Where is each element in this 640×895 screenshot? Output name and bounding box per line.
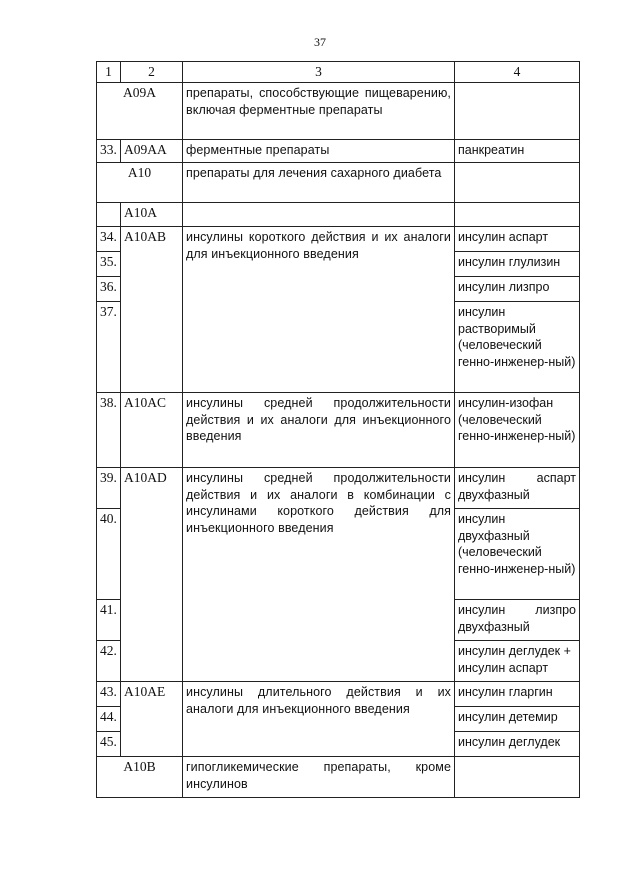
atc-code: A10	[97, 163, 183, 203]
group-description: препараты, способствующие пищеварению, включая ферментные препараты	[183, 83, 455, 140]
table-row	[97, 757, 580, 798]
table-row	[97, 163, 580, 203]
row-number: 34.	[97, 227, 121, 252]
row-number: 33.	[97, 140, 121, 163]
table-header-row	[97, 62, 580, 83]
atc-code: A10A	[121, 203, 183, 227]
table-row	[97, 83, 580, 140]
header-col-1: 1	[97, 62, 121, 83]
table-row	[97, 227, 580, 252]
row-number: 37.	[97, 302, 121, 393]
row-number: 35.	[97, 252, 121, 277]
drug-name: инсулин-изофан (человеческий генно-инженер-ный)	[455, 393, 580, 468]
table-row	[97, 468, 580, 509]
group-description: инсулины средней продолжительности действия и их аналоги для инъекционного введения	[183, 393, 455, 468]
drug-name: инсулин деглудек + инсулин аспарт	[455, 641, 580, 682]
group-description: ферментные препараты	[183, 140, 455, 163]
row-number: 43.	[97, 682, 121, 707]
group-description: гипогликемические препараты, кроме инсулинов	[183, 757, 455, 798]
table-row	[97, 140, 580, 163]
atc-code: A10AB	[121, 227, 183, 393]
header-col-4: 4	[455, 62, 580, 83]
atc-code: A09AA	[121, 140, 183, 163]
atc-code: A10AE	[121, 682, 183, 757]
drug-name: инсулин лизпро	[455, 277, 580, 302]
drug-name-empty	[455, 757, 580, 798]
drug-name: инсулин детемир	[455, 707, 580, 732]
drug-name: инсулин двухфазный (человеческий генно-инженер-ный)	[455, 509, 580, 600]
row-number: 39.	[97, 468, 121, 509]
table-row	[97, 203, 580, 227]
drug-name-empty	[455, 83, 580, 140]
drug-name: инсулин аспарт	[455, 227, 580, 252]
group-description: инсулины длительного действия и их аналоги для инъекционного введения	[183, 682, 455, 757]
drug-name: панкреатин	[455, 140, 580, 163]
group-description: препараты для лечения сахарного диабета	[183, 163, 455, 203]
drug-name: инсулин деглудек	[455, 732, 580, 757]
medication-table	[96, 61, 580, 798]
row-number: 45.	[97, 732, 121, 757]
atc-code: A10AC	[121, 393, 183, 468]
table-row	[97, 393, 580, 468]
row-number: 36.	[97, 277, 121, 302]
drug-name: инсулин аспарт двухфазный	[455, 468, 580, 509]
drug-name: инсулин растворимый (человеческий генно-инженер-ный)	[455, 302, 580, 393]
group-description-empty	[183, 203, 455, 227]
row-number-empty	[97, 203, 121, 227]
drug-name: инсулин глулизин	[455, 252, 580, 277]
row-number: 42.	[97, 641, 121, 682]
drug-name: инсулин гларгин	[455, 682, 580, 707]
drug-name-empty	[455, 163, 580, 203]
table-row	[97, 682, 580, 707]
group-description: инсулины средней продолжительности действия и их аналоги в комбинации с инсулинами короткого действия для инъекционного введения	[183, 468, 455, 682]
header-col-3: 3	[183, 62, 455, 83]
row-number: 38.	[97, 393, 121, 468]
row-number: 41.	[97, 600, 121, 641]
atc-code: A09A	[97, 83, 183, 140]
row-number: 40.	[97, 509, 121, 600]
atc-code: A10B	[97, 757, 183, 798]
row-number: 44.	[97, 707, 121, 732]
atc-code: A10AD	[121, 468, 183, 682]
drug-name: инсулин лизпро двухфазный	[455, 600, 580, 641]
page-number: 37	[314, 35, 326, 49]
drug-name-empty	[455, 203, 580, 227]
group-description: инсулины короткого действия и их аналоги для инъекционного введения	[183, 227, 455, 393]
header-col-2: 2	[121, 62, 183, 83]
